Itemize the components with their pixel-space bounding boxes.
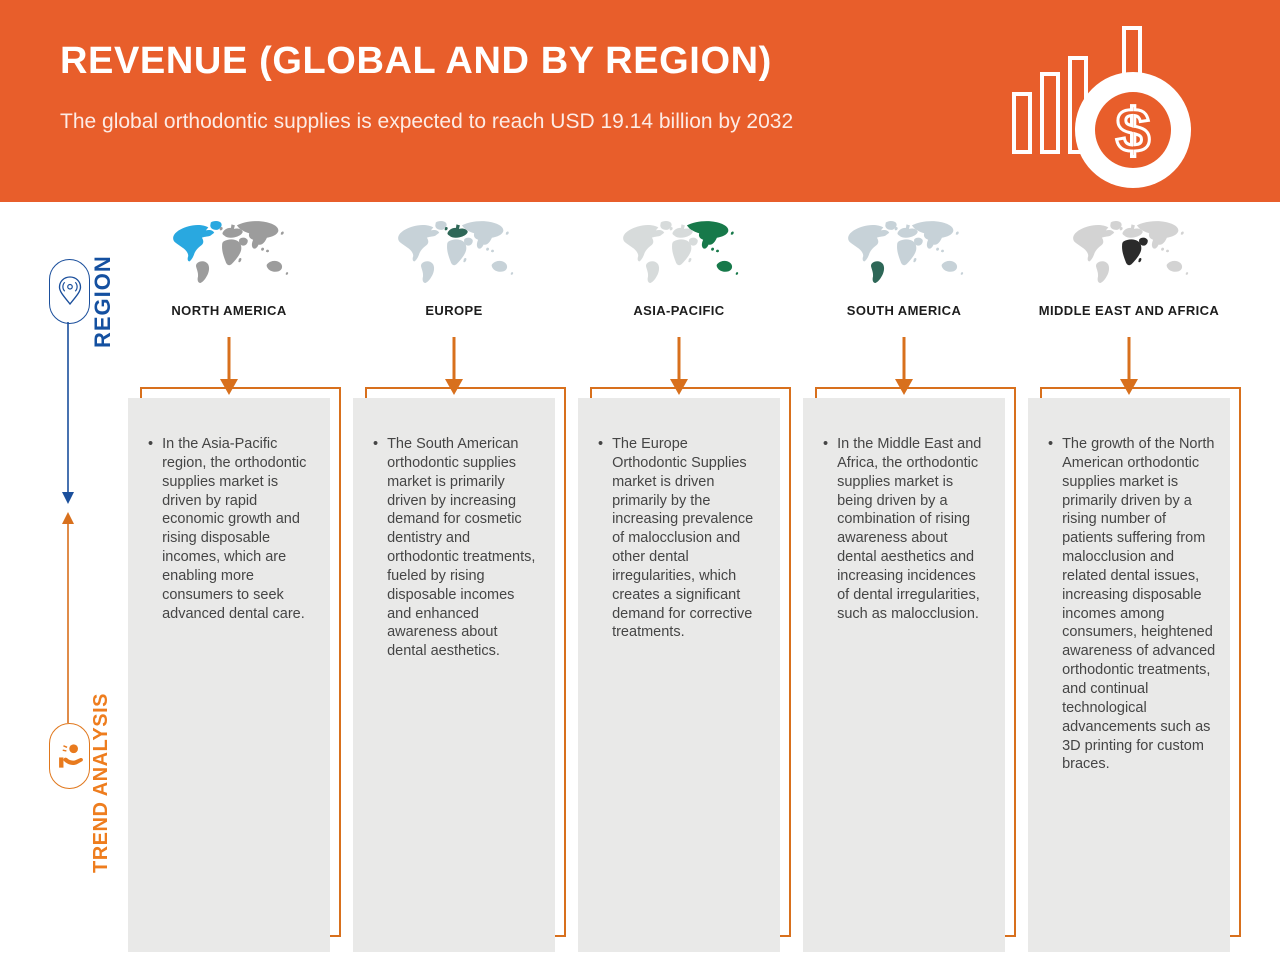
- world-map-middle-east-africa: [1065, 215, 1193, 289]
- trend-section-label: TREND ANALYSIS: [90, 693, 112, 873]
- world-map-asia-pacific: [615, 215, 743, 289]
- region-column-middle-east-africa: [1028, 215, 1230, 952]
- page-subtitle: The global orthodontic supplies is expected to reach USD 19.14 billion by 2032: [60, 110, 794, 133]
- world-map-europe: [390, 215, 518, 289]
- trend-text-box: [353, 398, 555, 952]
- trend-analysis-badge: [49, 723, 90, 789]
- region-label: EUROPE: [425, 303, 483, 318]
- hand-coin-icon: [54, 739, 86, 773]
- region-label: MIDDLE EAST AND AFRICA: [1038, 303, 1220, 318]
- bullet: •: [148, 436, 154, 452]
- rail-connector-arrows: [58, 320, 78, 725]
- trend-text: In the Asia-Pacific region, the orthodontic supplies market is driven by rapid economic growth and rising disposable incomes, which are enabling more consumers to seek advanced dental care.: [162, 436, 307, 622]
- location-pin-icon: [55, 272, 85, 312]
- dollar-coin-icon: [1075, 72, 1191, 188]
- trend-text-box: [803, 398, 1005, 952]
- region-column-europe: [353, 215, 555, 952]
- bullet: •: [823, 436, 829, 452]
- region-section-label: REGION: [90, 255, 115, 348]
- bullet: •: [373, 436, 379, 452]
- trend-text: The South American orthodontic supplies market is primarily driven by increasing demand for cosmetic dentistry and orthodontic treatments, fueled by rising disposable incomes and enhanced awareness about dental aesthetics.: [387, 436, 536, 660]
- region-pin-badge: [49, 259, 90, 324]
- trend-text: The Europe Orthodontic Supplies market is driven primarily by the increasing prevalence of malocclusion and other dental irregularities, which creates a significant demand for corrective treatments.: [612, 436, 754, 641]
- trend-text: The growth of the North American orthodontic supplies market is primarily driven by a rising number of patients suffering from malocclusion and related dental issues, increasing disposable incomes among consumers, heightened awareness of advanced orthodontic treatments, and continual technological advancements such as 3D printing for custom braces.: [1062, 436, 1216, 773]
- region-label: SOUTH AMERICA: [846, 303, 962, 318]
- header-banner: [0, 0, 1280, 202]
- trend-text-box: [578, 398, 780, 952]
- region-label: ASIA-PACIFIC: [633, 303, 725, 318]
- trend-text-box: [128, 398, 330, 952]
- bullet: •: [598, 436, 604, 452]
- page-title: REVENUE (GLOBAL AND BY REGION): [60, 40, 772, 82]
- world-map-north-america: [165, 215, 293, 289]
- region-column-south-america: [803, 215, 1005, 952]
- region-column-north-america: [128, 215, 330, 952]
- trend-text-box: [1028, 398, 1230, 952]
- bullet: •: [1048, 436, 1054, 452]
- world-map-south-america: [840, 215, 968, 289]
- region-label: NORTH AMERICA: [171, 303, 287, 318]
- trend-text: In the Middle East and Africa, the orthodontic supplies market is being driven by a combination of rising awareness about dental aesthetics and increasing incidences of dental irregularities, such as malocclusion.: [837, 436, 982, 622]
- region-column-asia-pacific: [578, 215, 780, 952]
- svg-text:$: $: [1115, 97, 1151, 166]
